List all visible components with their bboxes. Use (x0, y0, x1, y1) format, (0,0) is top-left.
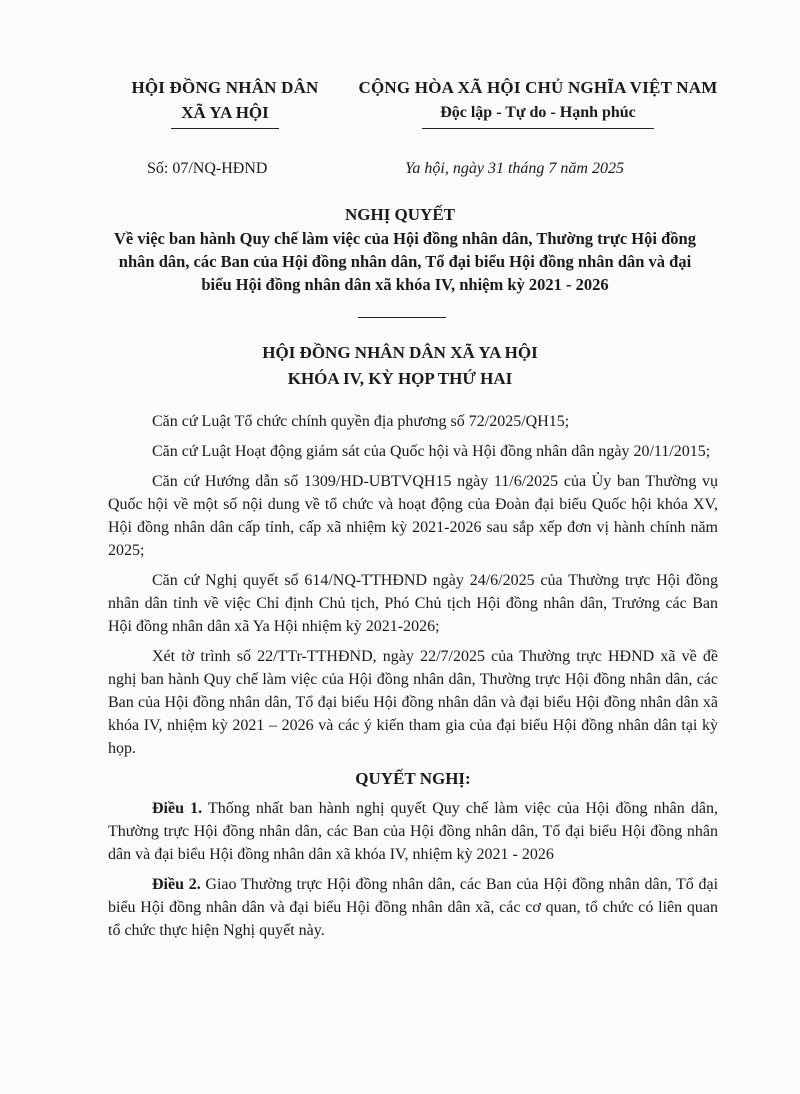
issuer-name: HỘI ĐỒNG NHÂN DÂN (131, 78, 319, 97)
issuer-commune: XÃ YA HỘI (181, 103, 269, 122)
legal-basis-4: Căn cứ Nghị quyết số 614/NQ-TTHĐND ngày 24/6/2025 của Thường trực Hội đồng nhân dân tỉnh về việc Chỉ định Chủ tịch, Phó Chủ tịch Hội đồng nhân dân, Trưởng các Ban Hội đồng nhân dân xã Ya Hội nhiệm kỳ 2021-2026; (108, 572, 718, 635)
article-1-label: Điều 1. (152, 800, 203, 817)
document-number: Số: 07/NQ-HĐND (147, 160, 268, 177)
motto-underline (422, 128, 654, 129)
document-subject: Về việc ban hành Quy chế làm việc của Hội đồng nhân dân, Thường trực Hội đồng nhân dân, các Ban của Hội đồng nhân dân, Tổ đại biểu Hội đồng nhân dân và đại biểu Hội đồng nhân dân xã khóa IV, nhiệm kỳ 2021 - 2026 (114, 229, 696, 294)
issuer-underline (171, 128, 279, 129)
country-name: CỘNG HÒA XÃ HỘI CHỦ NGHĨA VIỆT NAM (358, 78, 718, 97)
national-heading (348, 76, 728, 129)
subject-divider (358, 317, 446, 318)
article-2-text: Giao Thường trực Hội đồng nhân dân, các Ban của Hội đồng nhân dân, Tổ đại biểu Hội đồng nhân dân và đại biểu Hội đồng nhân dân xã, các cơ quan, tổ chức có liên quan tổ chức thực hiện Nghị quyết này. (108, 876, 719, 939)
council-name: HỘI ĐỒNG NHÂN DÂN XÃ YA HỘI (262, 343, 538, 362)
council-heading (0, 340, 800, 392)
legal-basis-2: Căn cứ Luật Hoạt động giám sát của Quốc hội và Hội đồng nhân dân ngày 20/11/2015; (152, 443, 711, 460)
document-body (108, 410, 718, 949)
legal-basis-1: Căn cứ Luật Tổ chức chính quyền địa phương số 72/2025/QH15; (152, 413, 570, 430)
document-title: NGHỊ QUYẾT (344, 205, 456, 224)
council-session: KHÓA IV, KỲ HỌP THỨ HAI (287, 369, 513, 388)
decide-heading: QUYẾT NGHỊ: (355, 769, 471, 788)
article-2-label: Điều 2. (152, 876, 201, 893)
article-1 (108, 797, 718, 866)
article-2 (108, 873, 718, 942)
legal-basis-3: Căn cứ Hướng dẫn số 1309/HD-UBTVQH15 ngày 11/6/2025 của Ủy ban Thường vụ Quốc hội về một số nội dung về tổ chức và hoạt động của Đoàn đại biểu Quốc hội khóa XV, Hội đồng nhân dân cấp tỉnh, cấp xã nhiệm kỳ 2021-2026 sau sắp xếp đơn vị hành chính năm 2025; (108, 473, 718, 559)
national-motto: Độc lập - Tự do - Hạnh phúc (440, 104, 636, 121)
legal-basis-5: Xét tờ trình số 22/TTr-TTHĐND, ngày 22/7/2025 của Thường trực HĐND xã về đề nghị ban hành Quy chế làm việc của Hội đồng nhân dân, Thường trực Hội đồng nhân dân, các Ban của Hội đồng nhân dân, Tổ đại biểu Hội đồng nhân dân và đại biểu Hội đồng nhân dân xã khóa IV, nhiệm kỳ 2021 – 2026 và các ý kiến tham gia của đại biểu Hội đồng nhân dân tại kỳ họp. (108, 648, 718, 757)
issuer-block (100, 76, 350, 129)
article-1-text: Thống nhất ban hành nghị quyết Quy chế làm việc của Hội đồng nhân dân, Thường trực Hội đồng nhân dân, các Ban của Hội đồng nhân dân, Tổ đại biểu Hội đồng nhân dân và đại biểu Hội đồng nhân dân xã khóa IV, nhiệm kỳ 2021 - 2026 (108, 800, 719, 863)
place-date: Ya hội, ngày 31 tháng 7 năm 2025 (405, 160, 624, 177)
